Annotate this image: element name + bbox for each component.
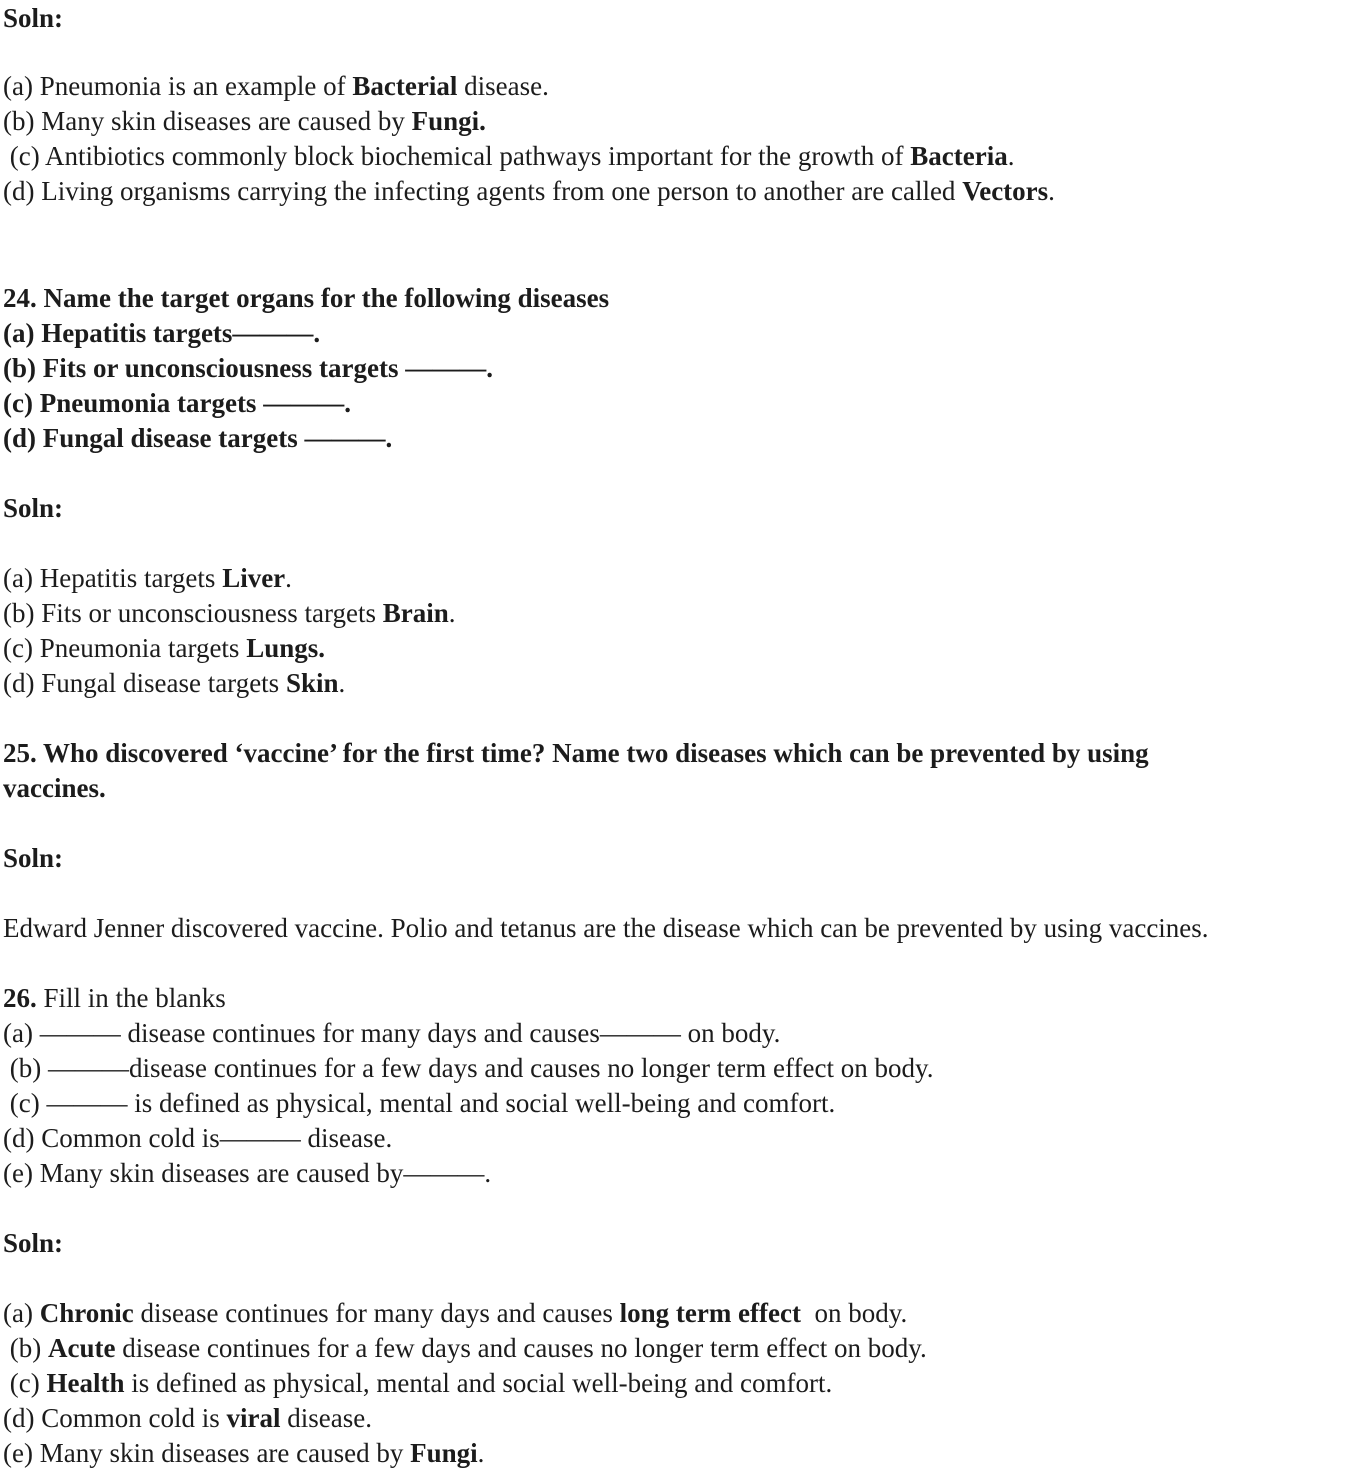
- bold-text-segment: Bacteria: [910, 141, 1008, 171]
- text-line: [3, 421, 1356, 456]
- text-segment: (b): [3, 1333, 48, 1363]
- text-segment: (b) Fits or unconsciousness targets: [3, 598, 383, 628]
- text-line: [3, 1086, 1356, 1121]
- bold-text-segment: vaccines.: [3, 773, 106, 803]
- text-line: [3, 491, 1356, 526]
- text-segment: .: [477, 1438, 485, 1468]
- text-segment: .: [1007, 141, 1015, 171]
- text-segment: .: [285, 563, 292, 593]
- text-line: [3, 1121, 1356, 1156]
- text-line: [3, 1331, 1356, 1366]
- text-segment: (b) Many skin diseases are caused by: [3, 106, 412, 136]
- text-line: [3, 386, 1356, 421]
- bold-text-segment: 24. Name the target organs for the following diseases: [3, 283, 610, 313]
- text-segment: (c): [3, 1368, 47, 1398]
- text-line: [3, 1016, 1356, 1051]
- text-segment: disease continues for a few days and causes no longer term effect on body.: [115, 1333, 927, 1363]
- text-line: [3, 316, 1356, 351]
- text-line: [3, 841, 1356, 876]
- bold-text-segment: Chronic: [39, 1298, 134, 1328]
- text-line: [3, 104, 1356, 139]
- text-line: [3, 1401, 1356, 1436]
- text-line: [3, 1156, 1356, 1191]
- bold-text-segment: Vectors: [962, 176, 1049, 206]
- bold-text-segment: 25. Who discovered ‘vaccine’ for the first time? Name two diseases which can be prevented by using: [3, 738, 1149, 768]
- answers-23: [3, 69, 1356, 209]
- text-segment: on body.: [801, 1298, 908, 1328]
- text-segment: (a) ——— disease continues for many days and causes——— on body.: [3, 1018, 781, 1048]
- text-line: [3, 596, 1356, 631]
- text-line: [3, 631, 1356, 666]
- bold-text-segment: (b) Fits or unconsciousness targets ———.: [3, 353, 494, 383]
- text-line: [3, 1051, 1356, 1086]
- bold-text-segment: Fungi: [410, 1438, 478, 1468]
- bold-text-segment: Acute: [47, 1333, 116, 1363]
- bold-text-segment: 26.: [3, 983, 37, 1013]
- text-line: [3, 1296, 1356, 1331]
- text-segment: (d) Common cold is: [3, 1403, 227, 1433]
- text-segment: (c) Antibiotics commonly block biochemical pathways important for the growth of: [3, 141, 911, 171]
- bold-text-segment: Brain: [382, 598, 449, 628]
- bold-text-segment: (d) Fungal disease targets ———.: [3, 423, 393, 453]
- answers-24: [3, 561, 1356, 701]
- question-25: [3, 736, 1356, 806]
- bold-text-segment: Liver: [222, 563, 286, 593]
- text-segment: .: [1048, 176, 1055, 206]
- bold-text-segment: Soln:: [3, 493, 64, 523]
- bold-text-segment: Skin: [285, 668, 339, 698]
- text-line: [3, 1366, 1356, 1401]
- text-segment: (c) Pneumonia targets: [3, 633, 247, 663]
- text-segment: disease continues for many days and causes: [133, 1298, 620, 1328]
- soln-heading-26: [3, 1226, 1356, 1261]
- text-segment: Fill in the blanks: [36, 983, 226, 1013]
- text-line: [3, 771, 1356, 806]
- text-segment: disease.: [457, 71, 549, 101]
- text-segment: disease.: [280, 1403, 372, 1433]
- bold-text-segment: Soln:: [3, 1228, 64, 1258]
- text-segment: (d) Common cold is——— disease.: [3, 1123, 393, 1153]
- text-line: [3, 139, 1356, 174]
- bold-text-segment: (a) Hepatitis targets———.: [3, 318, 321, 348]
- text-segment: (b) ———disease continues for a few days and causes no longer term effect on body.: [3, 1053, 934, 1083]
- bold-text-segment: long term effect: [619, 1298, 801, 1328]
- answer-25: [3, 911, 1356, 946]
- text-line: [3, 1, 1356, 36]
- text-segment: (d) Living organisms carrying the infecting agents from one person to another are called: [3, 176, 963, 206]
- text-segment: (d) Fungal disease targets: [3, 668, 286, 698]
- bold-text-segment: Soln:: [3, 3, 64, 33]
- text-segment: (a) Hepatitis targets: [3, 563, 223, 593]
- bold-text-segment: Fungi.: [411, 106, 486, 136]
- bold-text-segment: Health: [46, 1368, 125, 1398]
- bold-text-segment: Soln:: [3, 843, 64, 873]
- bold-text-segment: Lungs.: [246, 633, 325, 663]
- text-line: [3, 666, 1356, 701]
- text-segment: .: [338, 668, 346, 698]
- text-line: [3, 281, 1356, 316]
- text-segment: (a): [3, 1298, 40, 1328]
- text-line: [3, 174, 1356, 209]
- text-line: [3, 351, 1356, 386]
- text-line: [3, 561, 1356, 596]
- text-segment: (e) Many skin diseases are caused by: [3, 1438, 411, 1468]
- bold-text-segment: (c) Pneumonia targets ———.: [3, 388, 351, 418]
- text-line: [3, 911, 1356, 946]
- answers-26: [3, 1296, 1356, 1471]
- text-segment: is defined as physical, mental and social well-being and comfort.: [124, 1368, 833, 1398]
- text-segment: (c) ——— is defined as physical, mental and social well-being and comfort.: [3, 1088, 836, 1118]
- bold-text-segment: Bacterial: [352, 71, 458, 101]
- question-26: [3, 981, 1356, 1191]
- text-segment: .: [448, 598, 456, 628]
- text-segment: (e) Many skin diseases are caused by———.: [3, 1158, 492, 1188]
- text-line: [3, 736, 1356, 771]
- text-line: [3, 1436, 1356, 1471]
- text-line: [3, 981, 1356, 1016]
- text-segment: Edward Jenner discovered vaccine. Polio and tetanus are the disease which can be prevented by using vaccines.: [3, 913, 1209, 943]
- bold-text-segment: viral: [226, 1403, 281, 1433]
- text-line: [3, 69, 1356, 104]
- soln-heading-25: [3, 841, 1356, 876]
- soln-heading-24: [3, 491, 1356, 526]
- text-line: [3, 1226, 1356, 1261]
- soln-heading-23: [3, 1, 1356, 36]
- question-24: [3, 281, 1356, 456]
- text-segment: (a) Pneumonia is an example of: [3, 71, 353, 101]
